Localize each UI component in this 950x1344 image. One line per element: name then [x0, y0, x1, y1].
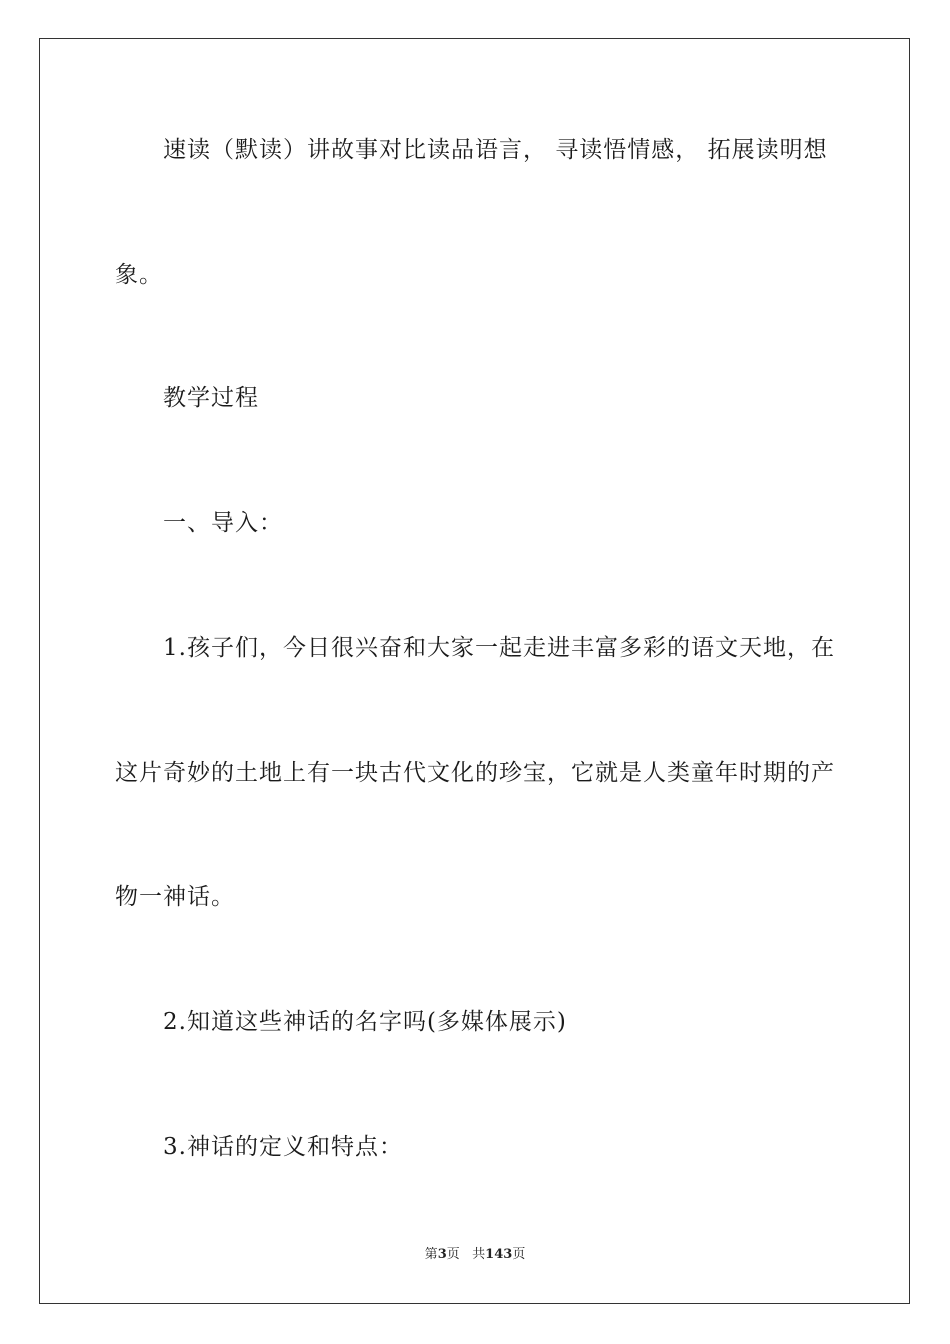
- paragraph-4-line-2: 这片奇妙的土地上有一块古代文化的珍宝，它就是人类童年时期的产: [115, 760, 835, 786]
- footer-page-number: 3: [437, 1247, 447, 1262]
- section-heading-intro: 一、导入：: [163, 510, 283, 536]
- paragraph-4-line-1: 1.孩子们，今日很兴奋和大家一起走进丰富多彩的语文天地，在: [163, 635, 835, 661]
- footer-total-suffix: 页: [512, 1247, 526, 1262]
- footer-page-suffix: 页: [446, 1247, 460, 1262]
- paragraph-1-line-1: 速读（默读）讲故事对比读品语言， 寻读悟情感， 拓展读明想: [163, 137, 828, 163]
- paragraph-5: 2.知道这些神话的名字吗(多媒体展示): [163, 1009, 567, 1035]
- footer-page-prefix: 第: [424, 1247, 438, 1262]
- paragraph-6: 3.神话的定义和特点：: [163, 1134, 403, 1160]
- footer-total-prefix: 共: [472, 1247, 486, 1262]
- paragraph-4-line-3: 物一神话。: [115, 884, 235, 910]
- heading-teaching-process: 教学过程: [163, 385, 259, 411]
- page-border: [39, 38, 910, 1304]
- footer-total-pages: 143: [485, 1247, 513, 1262]
- paragraph-1-line-2: 象。: [115, 262, 163, 288]
- page-footer: [0, 1246, 950, 1264]
